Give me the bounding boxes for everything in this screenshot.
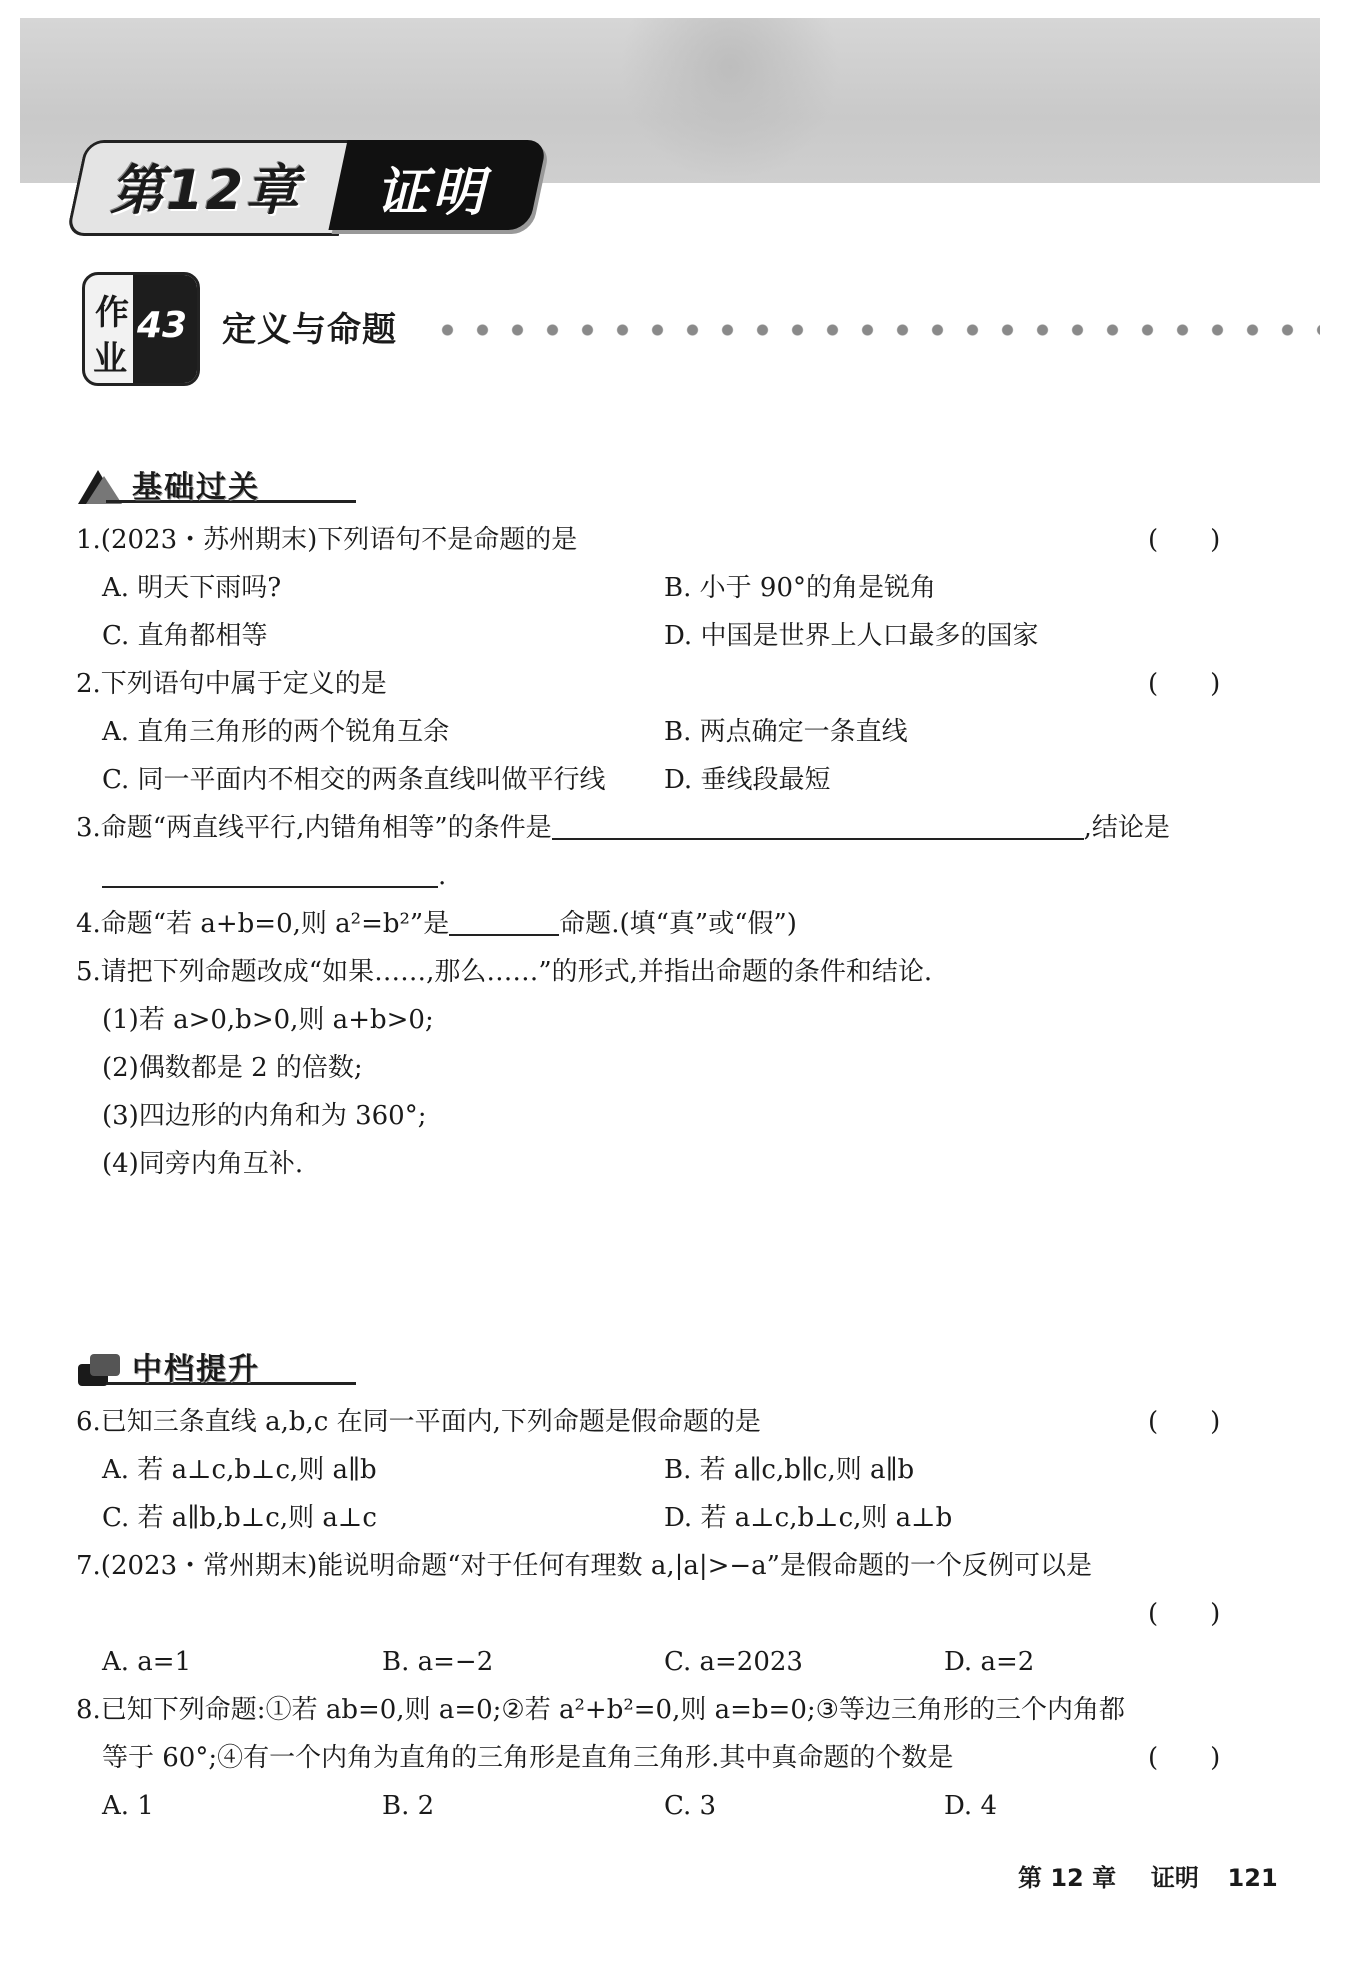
page-footer [1018, 1858, 1278, 1893]
q8-stem-line-1: 8.已知下列命题:①若 ab=0,则 a=0;②若 a²+b²=0,则 a=b=0;③等边三角形的三个内角都 [76, 1695, 1125, 1725]
q2-option-d: D. 垂线段最短 [664, 765, 831, 795]
dotted-divider [430, 323, 1320, 337]
q3-text-1: 3.命题“两直线平行,内错角相等”的条件是 [76, 813, 552, 843]
q1-answer-paren[interactable]: ( ) [1148, 525, 1221, 555]
q7-answer-paren[interactable]: ( ) [1148, 1599, 1221, 1629]
q7-option-b: B. a=−2 [382, 1647, 494, 1677]
q8-option-c: C. 3 [664, 1791, 717, 1821]
q3-blank-condition[interactable] [552, 810, 1084, 840]
q1-option-c: C. 直角都相等 [102, 621, 268, 651]
homework-label-top: 作 [95, 293, 129, 333]
q4-text-2: 命题.(填“真”或“假”) [559, 909, 797, 939]
section-basic [76, 462, 376, 510]
q1-option-d: D. 中国是世界上人口最多的国家 [664, 621, 1039, 651]
q1-option-b: B. 小于 90°的角是锐角 [664, 573, 936, 603]
q4-text-1: 4.命题“若 a+b=0,则 a²=b²”是 [76, 909, 450, 939]
q2-answer-paren[interactable]: ( ) [1148, 669, 1221, 699]
q4-line [76, 906, 797, 942]
chapter-title: 证明 [376, 163, 489, 223]
lesson-title: 定义与命题 [222, 310, 397, 350]
q7-stem: 7.(2023・常州期末)能说明命题“对于任何有理数 a,|a|>−a”是假命题的一个反例可以是 [76, 1551, 1092, 1581]
section-intermediate [76, 1344, 376, 1392]
section-basic-title: 基础过关 [132, 470, 260, 505]
chapter-number: 第12章 [110, 159, 302, 222]
q2-option-b: B. 两点确定一条直线 [664, 717, 908, 747]
q2-stem: 2.下列语句中属于定义的是 [76, 669, 387, 699]
q5-stem: 5.请把下列命题改成“如果……,那么……”的形式,并指出命题的条件和结论. [76, 957, 933, 987]
footer-title: 证明 [1150, 1864, 1199, 1892]
homework-badge [82, 272, 200, 386]
q8-option-a: A. 1 [102, 1791, 154, 1821]
q5-sub-4: (4)同旁内角互补. [102, 1149, 304, 1179]
q1-option-a: A. 明天下雨吗? [102, 573, 282, 603]
q3-line-2 [102, 858, 446, 894]
q4-blank[interactable] [449, 906, 559, 936]
q5-sub-2: (2)偶数都是 2 的倍数; [102, 1053, 363, 1083]
q3-blank-conclusion[interactable] [102, 858, 438, 888]
q7-option-c: C. a=2023 [664, 1647, 803, 1677]
q1-stem: 1.(2023・苏州期末)下列语句不是命题的是 [76, 525, 578, 555]
q8-answer-paren[interactable]: ( ) [1148, 1743, 1221, 1773]
banner-photo-shade [620, 18, 840, 183]
q3-end: . [438, 861, 447, 891]
chapter-heading [76, 140, 546, 232]
q8-option-b: B. 2 [382, 1791, 435, 1821]
q6-option-c: C. 若 a∥b,b⊥c,则 a⊥c [102, 1503, 377, 1533]
q8-option-d: D. 4 [944, 1791, 997, 1821]
q8-stem-line-2: 等于 60°;④有一个内角为直角的三角形是直角三角形.其中真命题的个数是 [102, 1743, 954, 1773]
q2-option-c: C. 同一平面内不相交的两条直线叫做平行线 [102, 765, 606, 795]
page-number: 121 [1227, 1864, 1278, 1892]
q7-option-d: D. a=2 [944, 1647, 1035, 1677]
q5-sub-3: (3)四边形的内角和为 360°; [102, 1101, 427, 1131]
footer-chapter: 第 12 章 [1018, 1864, 1117, 1892]
homework-number: 43 [137, 305, 188, 346]
q6-option-d: D. 若 a⊥c,b⊥c,则 a⊥b [664, 1503, 953, 1533]
q6-option-a: A. 若 a⊥c,b⊥c,则 a∥b [102, 1455, 377, 1485]
q3-text-2: ,结论是 [1083, 813, 1170, 843]
q5-sub-1: (1)若 a>0,b>0,则 a+b>0; [102, 1005, 434, 1035]
homework-label-bottom: 业 [93, 339, 127, 379]
q2-option-a: A. 直角三角形的两个锐角互余 [102, 717, 450, 747]
q6-stem: 6.已知三条直线 a,b,c 在同一平面内,下列命题是假命题的是 [76, 1407, 761, 1437]
q3-line [76, 810, 1170, 846]
q6-answer-paren[interactable]: ( ) [1148, 1407, 1221, 1437]
q6-option-b: B. 若 a∥c,b∥c,则 a∥b [664, 1455, 915, 1485]
section-intermediate-title: 中档提升 [132, 1352, 260, 1387]
q7-option-a: A. a=1 [102, 1647, 192, 1677]
